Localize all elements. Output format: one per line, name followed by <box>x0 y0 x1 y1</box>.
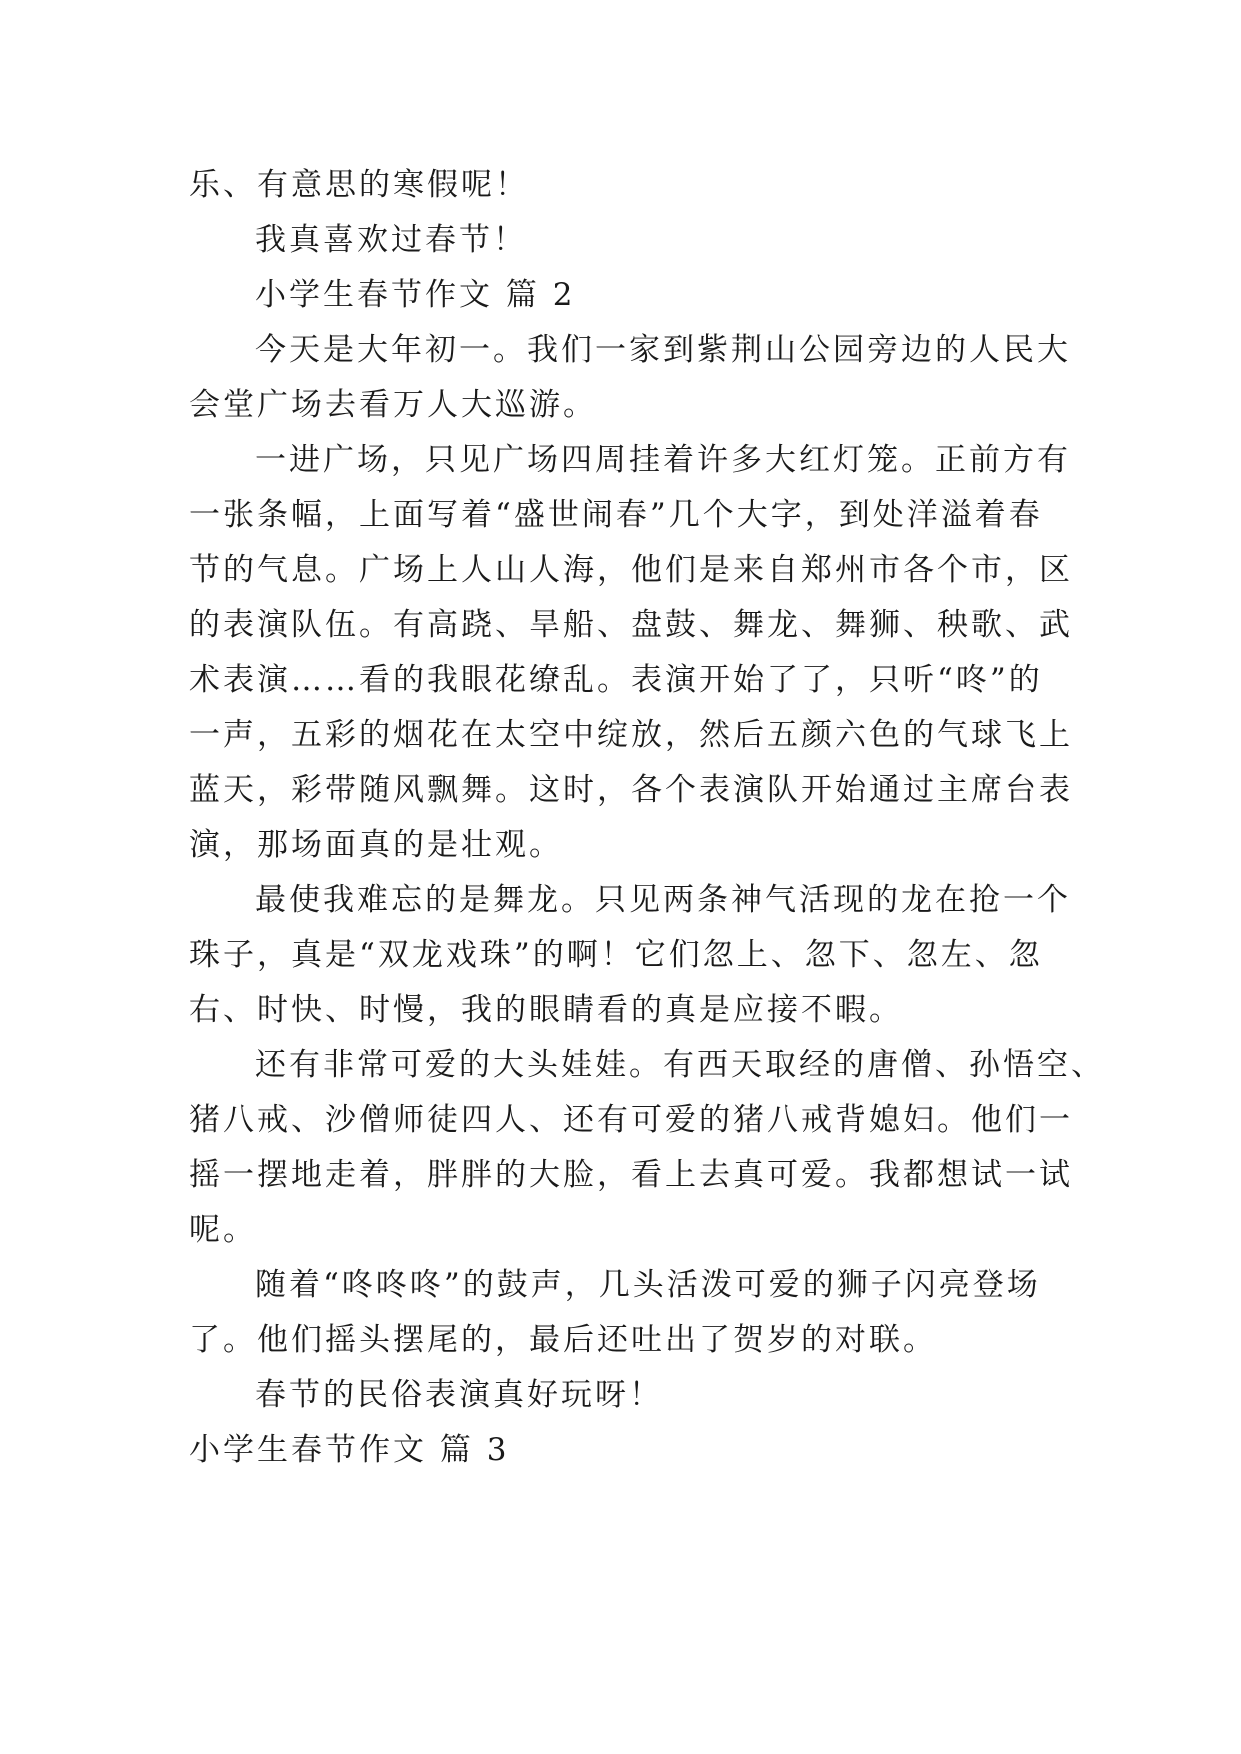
text-line: 的表演队伍。有高跷、旱船、盘鼓、舞龙、舞狮、秧歌、武 <box>189 607 1073 643</box>
text-line: 蓝天，彩带随风飘舞。这时，各个表演队开始通过主席台表 <box>189 772 1073 808</box>
text-line: 会堂广场去看万人大巡游。 <box>189 387 597 423</box>
text-line: 猪八戒、沙僧师徒四人、还有可爱的猪八戒背媳妇。他们一 <box>189 1102 1073 1138</box>
text-line: 随着“咚咚咚”的鼓声，几头活泼可爱的狮子闪亮登场 <box>255 1267 1041 1303</box>
section-heading: 小学生春节作文 篇 3 <box>189 1432 510 1468</box>
text-line: 演，那场面真的是壮观。 <box>189 827 563 863</box>
text-line: 摇一摆地走着，胖胖的大脸，看上去真可爱。我都想试一试 <box>189 1157 1073 1193</box>
text-line: 右、时快、时慢，我的眼睛看的真是应接不暇。 <box>189 992 903 1028</box>
text-line: 了。他们摇头摆尾的，最后还吐出了贺岁的对联。 <box>189 1322 937 1358</box>
document-body <box>189 158 1105 1478</box>
text-line: 还有非常可爱的大头娃娃。有西天取经的唐僧、孙悟空、 <box>255 1047 1105 1083</box>
text-line: 今天是大年初一。我们一家到紫荆山公园旁边的人民大 <box>255 332 1071 368</box>
text-line: 节的气息。广场上人山人海，他们是来自郑州市各个市，区 <box>189 552 1073 588</box>
text-line: 一进广场，只见广场四周挂着许多大红灯笼。正前方有 <box>255 442 1071 478</box>
text-line: 呢。 <box>189 1212 257 1248</box>
text-line: 我真喜欢过春节！ <box>255 222 527 258</box>
section-heading: 小学生春节作文 篇 2 <box>255 277 576 313</box>
text-line: 春节的民俗表演真好玩呀！ <box>255 1377 663 1413</box>
text-line: 乐、有意思的寒假呢！ <box>189 167 529 203</box>
text-line: 一张条幅，上面写着“盛世闹春”几个大字，到处洋溢着春 <box>189 497 1043 533</box>
text-line: 珠子，真是“双龙戏珠”的啊！它们忽上、忽下、忽左、忽 <box>189 937 1043 973</box>
text-line: 术表演……看的我眼花缭乱。表演开始了了，只听“咚”的 <box>189 662 1043 698</box>
text-line: 一声，五彩的烟花在太空中绽放，然后五颜六色的气球飞上 <box>189 717 1073 753</box>
text-line: 最使我难忘的是舞龙。只见两条神气活现的龙在抢一个 <box>255 882 1071 918</box>
